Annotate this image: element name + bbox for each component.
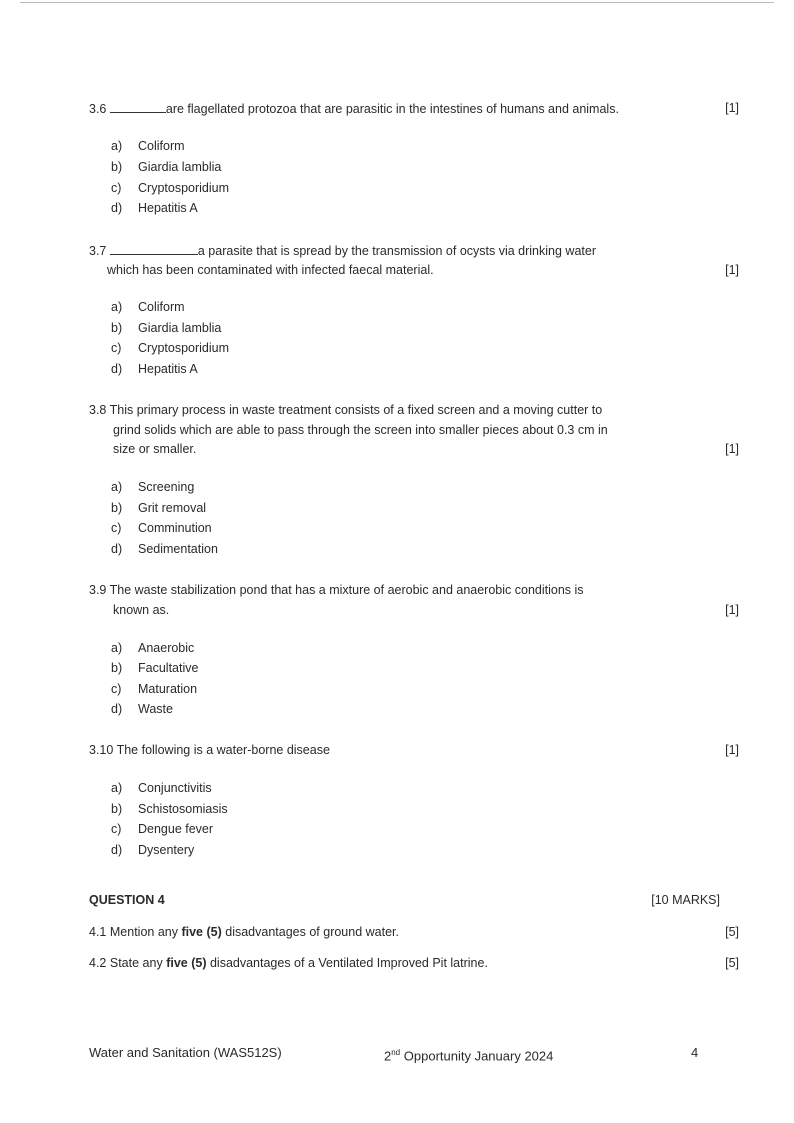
question-number: 3.9 xyxy=(89,583,107,597)
option-text: Maturation xyxy=(138,682,198,696)
question-text-continued: size or smaller. xyxy=(113,442,197,456)
option-text: Hepatitis A xyxy=(138,362,198,376)
opportunity-text: Opportunity January 2024 xyxy=(403,1048,554,1064)
question-text-continued: which has been contaminated with infected faecal material. xyxy=(107,263,434,277)
option-text: Sedimentation xyxy=(138,542,218,556)
option-text: Coliform xyxy=(138,139,185,153)
footer-page-number: 4 xyxy=(691,1045,699,1060)
question-number: 3.6 xyxy=(89,102,107,116)
question-3-6 xyxy=(89,100,619,117)
question-mark: [1] xyxy=(725,603,739,617)
question-text: The waste stabilization pond that has a mixture of aerobic and anaerobic conditions is xyxy=(109,583,584,597)
option-text: Comminution xyxy=(138,521,212,535)
question-3-10 xyxy=(89,742,330,758)
option-letter: a) xyxy=(111,781,123,795)
opportunity-suffix: nd xyxy=(391,1048,401,1057)
option-text: Schistosomiasis xyxy=(138,802,228,816)
question-emphasis: five (5) xyxy=(166,956,207,970)
question-3-7 xyxy=(89,242,596,259)
option-letter: b) xyxy=(111,661,123,675)
option-letter: d) xyxy=(111,201,123,215)
scan-edge-line xyxy=(20,2,774,3)
opportunity-number: 2 xyxy=(384,1048,392,1064)
answer-blank xyxy=(110,100,166,113)
question-4-1 xyxy=(89,924,399,940)
option-text: Anaerobic xyxy=(138,641,195,655)
option-text: Dengue fever xyxy=(138,822,214,836)
option-letter: c) xyxy=(111,341,122,355)
question-text: disadvantages of ground water. xyxy=(225,925,399,939)
question-number: 3.7 xyxy=(89,244,107,258)
question-text: are flagellated protozoa that are parasitic in the intestines of humans and animals. xyxy=(165,102,619,116)
option-letter: d) xyxy=(111,542,123,556)
question-3-9 xyxy=(89,582,584,598)
question-text: The following is a water-borne disease xyxy=(116,743,330,757)
option-letter: c) xyxy=(111,521,122,535)
question-text: State any xyxy=(109,956,163,970)
question-mark: [5] xyxy=(725,925,739,939)
question-text: This primary process in waste treatment consists of a fixed screen and a moving cutter to xyxy=(109,403,603,417)
question-mark: [1] xyxy=(725,101,739,115)
option-letter: a) xyxy=(111,641,123,655)
option-letter: d) xyxy=(111,702,123,716)
question-3-8 xyxy=(89,402,602,418)
question-text: disadvantages of a Ventilated Improved Pit latrine. xyxy=(209,956,488,970)
answer-blank xyxy=(110,242,198,255)
option-letter: c) xyxy=(111,822,122,836)
question-number: 3.8 xyxy=(89,403,107,417)
option-text: Grit removal xyxy=(138,501,207,515)
option-text: Waste xyxy=(138,702,173,716)
option-text: Conjunctivitis xyxy=(138,781,212,795)
option-letter: c) xyxy=(111,181,122,195)
option-letter: a) xyxy=(111,300,123,314)
question-4-2 xyxy=(89,955,488,971)
option-text: Cryptosporidium xyxy=(138,181,230,195)
option-letter: a) xyxy=(111,139,123,153)
footer-opportunity xyxy=(384,1045,553,1064)
question-mark: [1] xyxy=(725,743,739,757)
question-text-continued: known as. xyxy=(113,603,170,617)
option-text: Giardia lamblia xyxy=(138,321,222,335)
option-letter: b) xyxy=(111,160,123,174)
question-mark: [1] xyxy=(725,263,739,277)
question-mark: [5] xyxy=(725,956,739,970)
option-letter: b) xyxy=(111,802,123,816)
option-text: Giardia lamblia xyxy=(138,160,222,174)
option-letter: a) xyxy=(111,480,123,494)
footer-course: Water and Sanitation (WAS512S) xyxy=(89,1045,282,1060)
option-text: Dysentery xyxy=(138,843,195,857)
question-4-marks: [10 MARKS] xyxy=(651,893,720,907)
question-text-continued: grind solids which are able to pass through the screen into smaller pieces about 0.3 cm in xyxy=(113,423,608,437)
question-number: 4.2 xyxy=(89,956,107,970)
question-mark: [1] xyxy=(725,442,739,456)
option-letter: b) xyxy=(111,321,123,335)
question-emphasis: five (5) xyxy=(181,925,222,939)
option-letter: b) xyxy=(111,501,123,515)
option-letter: d) xyxy=(111,362,123,376)
option-letter: c) xyxy=(111,682,122,696)
option-text: Screening xyxy=(138,480,195,494)
option-text: Hepatitis A xyxy=(138,201,198,215)
question-4-heading: QUESTION 4 xyxy=(89,893,165,907)
option-text: Facultative xyxy=(138,661,199,675)
question-text: Mention any xyxy=(109,925,178,939)
option-text: Cryptosporidium xyxy=(138,341,230,355)
option-letter: d) xyxy=(111,843,123,857)
question-number: 4.1 xyxy=(89,925,107,939)
question-number: 3.10 xyxy=(89,743,114,757)
option-text: Coliform xyxy=(138,300,185,314)
question-text: a parasite that is spread by the transmission of ocysts via drinking water xyxy=(197,244,596,258)
